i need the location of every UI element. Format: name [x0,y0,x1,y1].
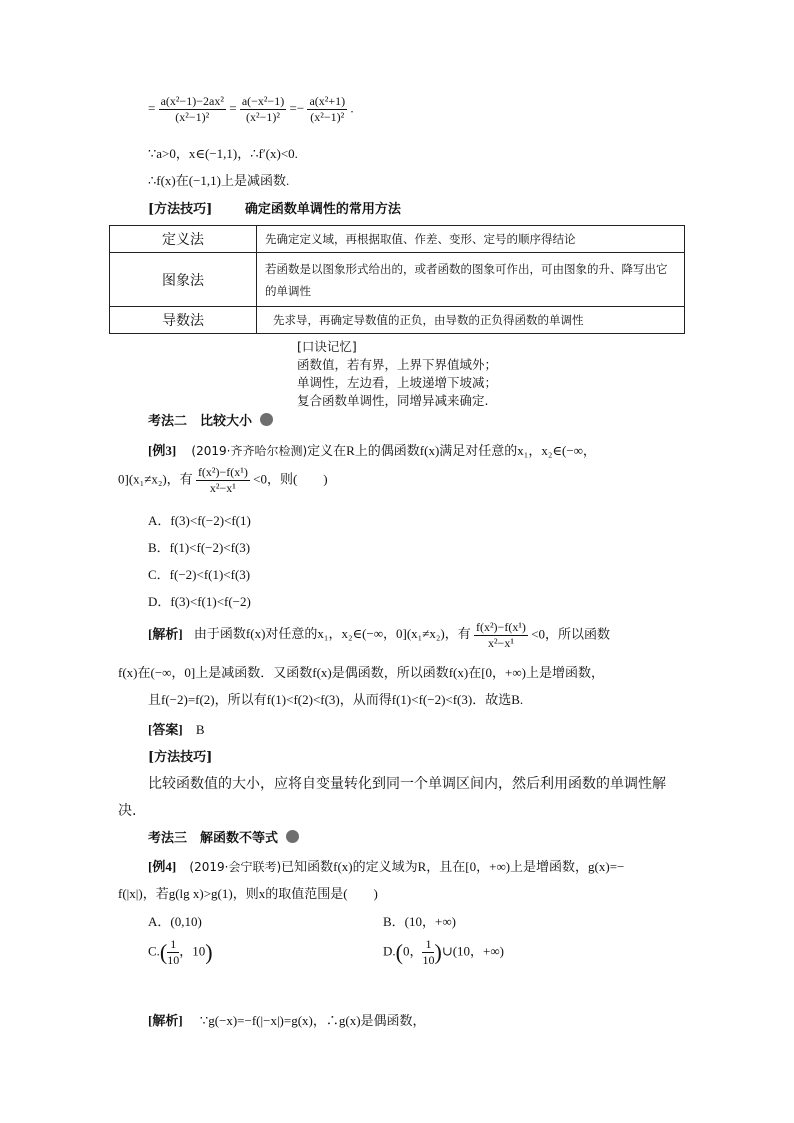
fraction-numerator: 1 [167,937,179,953]
fraction-numerator: f(x²)−f(x¹) [197,465,248,479]
option-a: A．(0,10) [148,914,202,929]
example-3-analysis-line-2: f(x)在(−∞，0]上是减函数．又函数f(x)是偶函数，所以函数f(x)在[0，+∞)上是增函数， [118,665,604,680]
option-a: A．f(3)<f(−2)<f(1) [148,513,251,528]
bullet-dot-icon [260,413,273,426]
period: . [350,100,354,116]
section-3-heading [148,827,299,846]
fraction-denominator: x²−x¹ [487,636,514,650]
example-3-fraction [196,465,250,496]
proof-line-3: ∴f(x)在(−1,1)上是减函数. [148,173,290,188]
example-3-analysis-line-3: 且f(−2)=f(2)，所以有f(1)<f(2)<f(3)，从而得f(1)<f(−2)<f(3)．故选B. [148,692,524,707]
option-d: D．f(3)<f(1)<f(−2) [148,594,251,609]
fraction-2-numerator: a(−x²−1) [241,94,285,108]
example-3-analysis-line-1 [148,620,610,651]
fraction-denominator: x²−x¹ [209,481,236,495]
table-row [110,307,685,334]
left-paren: ( [159,939,168,965]
fraction-3-denominator: (x²−1)² [310,110,345,124]
fraction-1-numerator: a(x²−1)−2ax² [160,94,224,108]
example-source: (2019·会宁联考) [189,860,282,874]
example-3-tips-line-1: 比较函数值的大小，应将自变量转化到同一个单调区间内，然后利用函数的单调性解 [148,776,666,792]
analysis-text: <0，所以函数 [531,626,611,642]
example-3-stem-line-2 [118,465,328,496]
right-paren: ) [205,939,213,965]
fraction-3-numerator: a(x²+1) [309,94,346,108]
table-row [110,226,685,253]
fraction-2-denominator: (x²−1)² [246,110,281,124]
proof-equation-line [148,94,354,125]
answer-tag: [答案] [148,722,183,737]
mnemonic-tag: [口诀记忆] [297,339,357,354]
option-text: ∪(10，+∞) [441,943,504,959]
example-3-answer [148,719,205,738]
example-4-analysis [148,1010,426,1029]
method-description: 若函数是以图象形式给出的，或者函数的图象可作出，可由图象的升、降写出它的单调性 [257,253,685,307]
example-stem-text: 已知函数f(x)的定义域为R，且在[0，+∞)上是增函数，g(x)=− [281,859,625,874]
equals-sign: = [229,100,237,116]
option-label: D. [383,943,396,959]
example-3-tips-tag: [方法技巧] [148,750,213,765]
analysis-tag: [解析] [148,1013,183,1028]
method-name: 图象法 [110,253,257,307]
option-c: C．f(−2)<f(1)<f(3) [148,567,251,582]
proof-line-2: ∵a>0，x∈(−1,1)，∴f′(x)<0. [148,146,298,161]
example-4-stem-line-2: f(|x|)，若g(lg x)>g(1)，则x的取值范围是( ) [118,886,378,901]
fraction-denominator: 10 [422,953,435,967]
equals-minus-sign: =− [289,100,305,116]
option-b: B．f(1)<f(−2)<f(3) [148,540,251,555]
example-3-stem-line-1 [148,440,596,459]
mnemonic-line: 复合函数单调性，同增异减来确定. [297,393,489,408]
option-c-fraction [167,937,179,968]
equals-sign: = [148,100,156,116]
fraction-numerator: 1 [422,937,434,953]
option-c [148,937,213,968]
mnemonic-line: 单调性，左边看，上坡递增下坡减； [297,375,498,390]
option-d [383,937,504,968]
method-name: 定义法 [110,226,257,253]
bullet-dot-icon [286,830,299,843]
section-title: 考法二 比较大小 [148,414,253,429]
example-tag: [例4] [148,859,177,874]
example-3-tips-line-2: 决. [118,803,137,819]
mnemonic-block [297,338,497,410]
example-stem-text: 0](x₁≠x₂)，有 [118,471,193,487]
example-4-stem-line-1 [148,856,624,875]
method-description: 先求导，再确定导数值的正负，由导数的正负得函数的单调性 [257,307,685,334]
method-tips-tag: [方法技巧] [148,202,213,217]
fraction-2 [240,94,286,125]
example-stem-text: 定义在R上的偶函数f(x)满足对任意的x₁，x₂∈(−∞， [307,443,596,458]
answer-value: B [195,722,205,737]
example-tag: [例3] [148,443,177,458]
fraction-numerator: f(x²)−f(x¹) [475,620,526,634]
method-tips-heading [148,198,401,217]
fraction-1 [159,94,226,125]
table-row [110,253,685,307]
method-tips-title: 确定函数单调性的常用方法 [244,202,401,217]
method-name: 导数法 [110,307,257,334]
fraction-3 [307,94,347,125]
option-b: B．(10，+∞) [383,914,456,929]
monotonicity-methods-table [109,225,685,334]
mnemonic-line: 函数值，若有界，上界下界值域外； [297,357,498,372]
example-source: (2019·齐齐哈尔检测) [191,444,308,458]
example-stem-text: <0，则( ) [253,471,328,487]
method-description: 先确定定义域，再根据取值、作差、变形、定号的顺序得结论 [257,226,685,253]
option-text: 0， [402,943,423,959]
fraction-1-denominator: (x²−1)² [175,110,210,124]
section-title: 考法三 解函数不等式 [148,831,279,846]
analysis-tag: [解析] [148,626,183,642]
analysis-fraction [474,620,528,651]
right-paren: ) [434,939,442,965]
option-text: ，10 [179,943,206,959]
fraction-denominator: 10 [167,953,180,967]
analysis-text: 由于函数f(x)对任意的x₁，x₂∈(−∞，0](x₁≠x₂)，有 [193,626,471,642]
section-2-heading [148,410,273,429]
left-paren: ( [395,939,403,965]
option-label: C. [148,943,160,959]
option-d-fraction [422,937,434,968]
analysis-text: ∵g(−x)=−f(|−x|)=g(x)，∴g(x)是偶函数， [199,1013,426,1028]
